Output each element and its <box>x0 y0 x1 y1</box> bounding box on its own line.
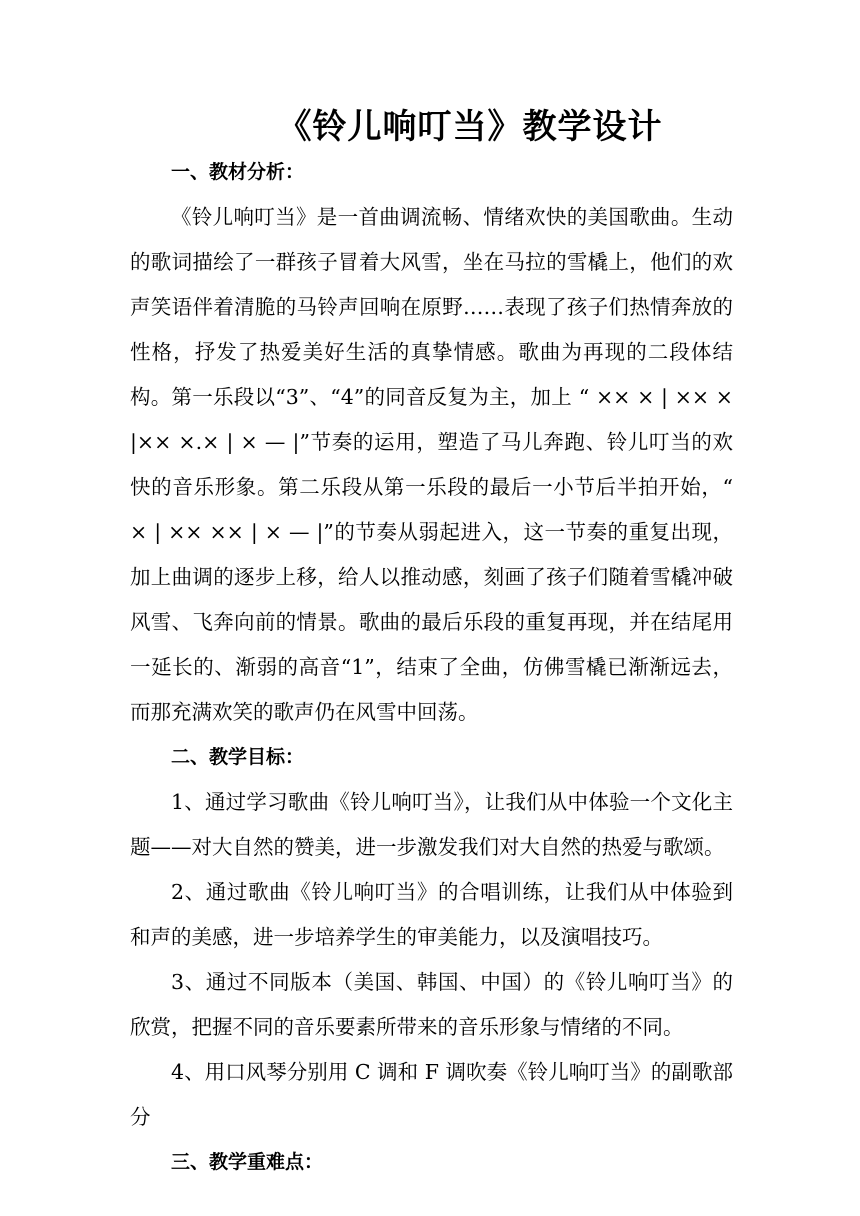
document-title: 《铃儿响叮当》教学设计 <box>277 107 663 147</box>
section-heading-key-points: 三、教学重难点： <box>171 1151 324 1173</box>
section-heading-analysis: 一、教材分析： <box>171 161 305 183</box>
objective-item-2: 2、通过歌曲《铃儿响叮当》的合唱训练，让我们从中体验到和声的美感，进一步培养学生的审美能力，以及演唱技巧。 <box>130 880 733 949</box>
objective-item-3: 3、通过不同版本（美国、韩国、中国）的《铃儿响叮当》的欣赏，把握不同的音乐要素所带来的音乐形象与情绪的不同。 <box>130 970 733 1039</box>
objective-item-4: 4、用口风琴分别用 C 调和 F 调吹奏《铃儿响叮当》的副歌部分 <box>130 1060 733 1129</box>
analysis-paragraph: 《铃儿响叮当》是一首曲调流畅、情绪欢快的美国歌曲。生动的歌词描绘了一群孩子冒着大风雪，坐在马拉的雪橇上，他们的欢声笑语伴着清脆的马铃声回响在原野……表现了孩子们热情奔放的性格，抒发了热爱美好生活的真挚情感。歌曲为再现的二段体结构。第一乐段以“3”、“4”的同音反复为主，加上 “ ×× × | ×× × |×× ×.× | × — |”节奏的运用，塑造了马儿奔跑、铃儿叮当的欢快的音乐形象。第二乐段从第一乐段的最后一小节后半拍开始，“ × | ×× ×× | × — |”的节奏从弱起进入，这一节奏的重复出现，加上曲调的逐步上移，给人以推动感，刻画了孩子们随着雪橇冲破风雪、飞奔向前的情景。歌曲的最后乐段的重复再现，并在结尾用一延长的、渐弱的高音“1”，结束了全曲，仿佛雪橇已渐渐远去，而那充满欢笑的歌声仍在风雪中回荡。 <box>130 205 733 724</box>
section-heading-objectives: 二、教学目标： <box>171 746 305 768</box>
document-body <box>130 150 733 1185</box>
objective-item-1: 1、通过学习歌曲《铃儿响叮当》，让我们从中体验一个文化主题——对大自然的赞美，进一步激发我们对大自然的热爱与歌颂。 <box>130 790 733 859</box>
